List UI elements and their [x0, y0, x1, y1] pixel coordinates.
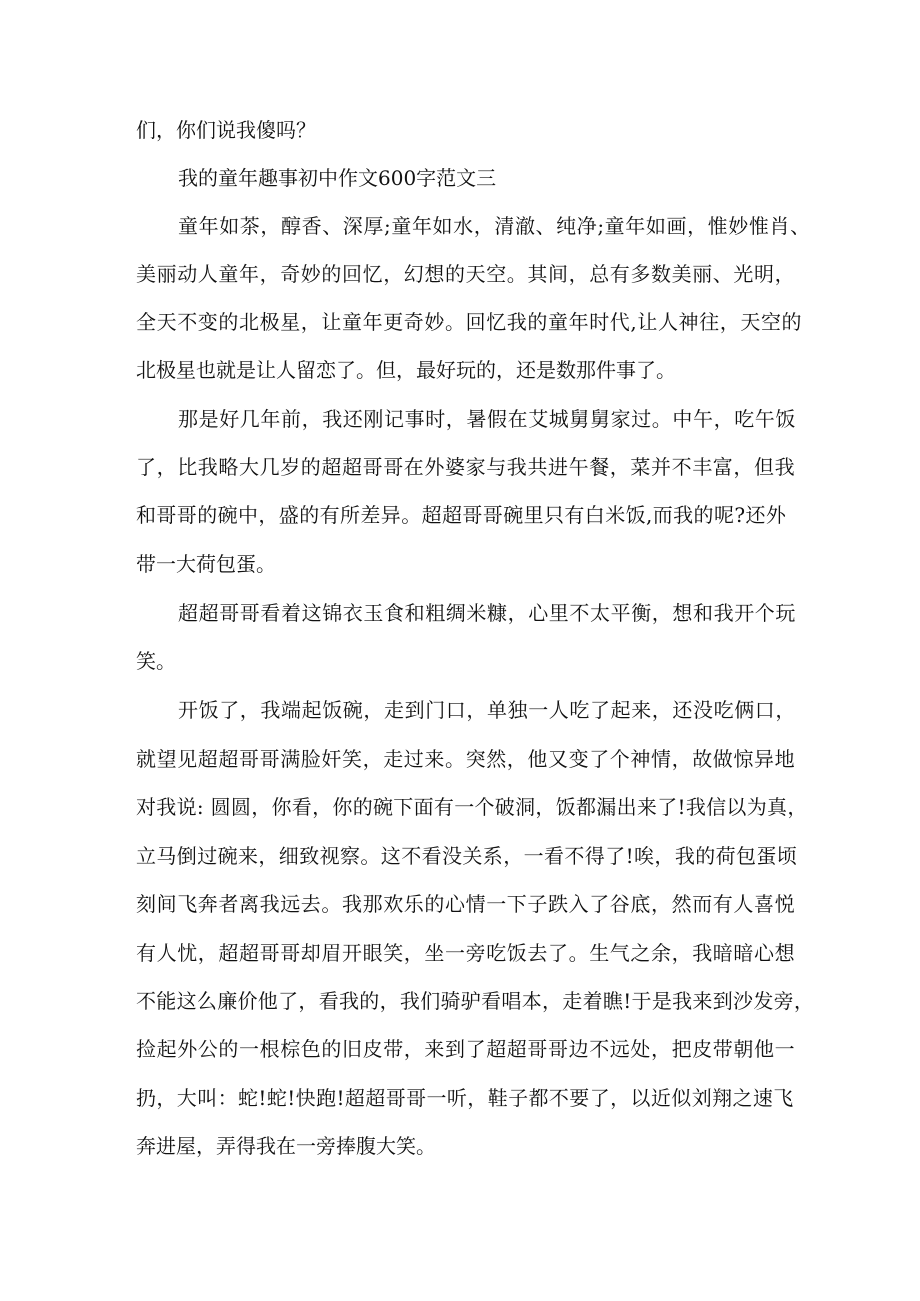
paragraph-4-line-2: 就望见超超哥哥满脸奸笑，走过来。突然，他又变了个神情，故做惊异地: [136, 747, 796, 771]
paragraph-4-line-10: 奔进屋，弄得我在一旁捧腹大笑。: [136, 1134, 436, 1158]
paragraph-1-line-2: 美丽动人童年，奇妙的回忆，幻想的天空。其间，总有多数美丽、光明，: [136, 262, 796, 286]
paragraph-4-line-1: 开饭了，我端起饭碗，走到门口，单独一人吃了起来，还没吃俩口，: [178, 698, 796, 722]
paragraph-2-line-1: 那是好几年前，我还刚记事时，暑假在艾城舅舅家过。中午，吃午饭: [178, 407, 796, 431]
paragraph-2-line-3: 和哥哥的碗中，盛的有所差异。超超哥哥碗里只有白米饭,而我的呢?还外: [136, 503, 787, 527]
paragraph-4-line-7: 不能这么廉价他了，看我的，我们骑驴看唱本，走着瞧!于是我来到沙发旁，: [136, 989, 815, 1013]
paragraph-4-line-3: 对我说: 圆圆，你看，你的碗下面有一个破洞，饭都漏出来了!我信以为真，: [136, 795, 808, 819]
paragraph-4-line-5: 刻间飞奔者离我远去。我那欢乐的心情一下子跌入了谷底，然而有人喜悦: [136, 892, 796, 916]
paragraph-1-line-4: 北极星也就是让人留恋了。但，最好玩的，还是数那件事了。: [136, 358, 676, 382]
paragraph-1-line-1: 童年如茶，醇香、深厚;童年如水，清澈、纯净;童年如画，惟妙惟肖、: [178, 214, 811, 238]
paragraph-2-line-2: 了，比我略大几岁的超超哥哥在外婆家与我共进午餐，菜并不丰富，但我: [136, 455, 796, 479]
paragraph-4-line-4: 立马倒过碗来，细致视察。这不看没关系，一看不得了!唉，我的荷包蛋顷: [136, 844, 798, 868]
paragraph-4-line-9: 扔，大叫：蛇!蛇!快跑!超超哥哥一听，鞋子都不要了，以近似刘翔之速飞: [136, 1086, 794, 1110]
paragraph-3-line-1: 超超哥哥看着这锦衣玉食和粗绸米糠，心里不太平衡，想和我开个玩: [178, 601, 796, 625]
paragraph-1-line-3: 全天不变的北极星，让童年更奇妙。回忆我的童年时代,让人神往，天空的: [136, 310, 803, 334]
paragraph-4-line-6: 有人忧，超超哥哥却眉开眼笑，坐一旁吃饭去了。生气之余，我暗暗心想: [136, 941, 796, 965]
continuation-line: 们，你们说我傻吗？: [136, 118, 316, 142]
paragraph-4-line-8: 捡起外公的一根棕色的旧皮带，来到了超超哥哥边不远处，把皮带朝他一: [136, 1037, 796, 1061]
paragraph-2-line-4: 带一大荷包蛋。: [136, 552, 276, 576]
section-title: 我的童年趣事初中作文600字范文三: [178, 166, 497, 190]
paragraph-3-line-2: 笑。: [136, 649, 176, 673]
